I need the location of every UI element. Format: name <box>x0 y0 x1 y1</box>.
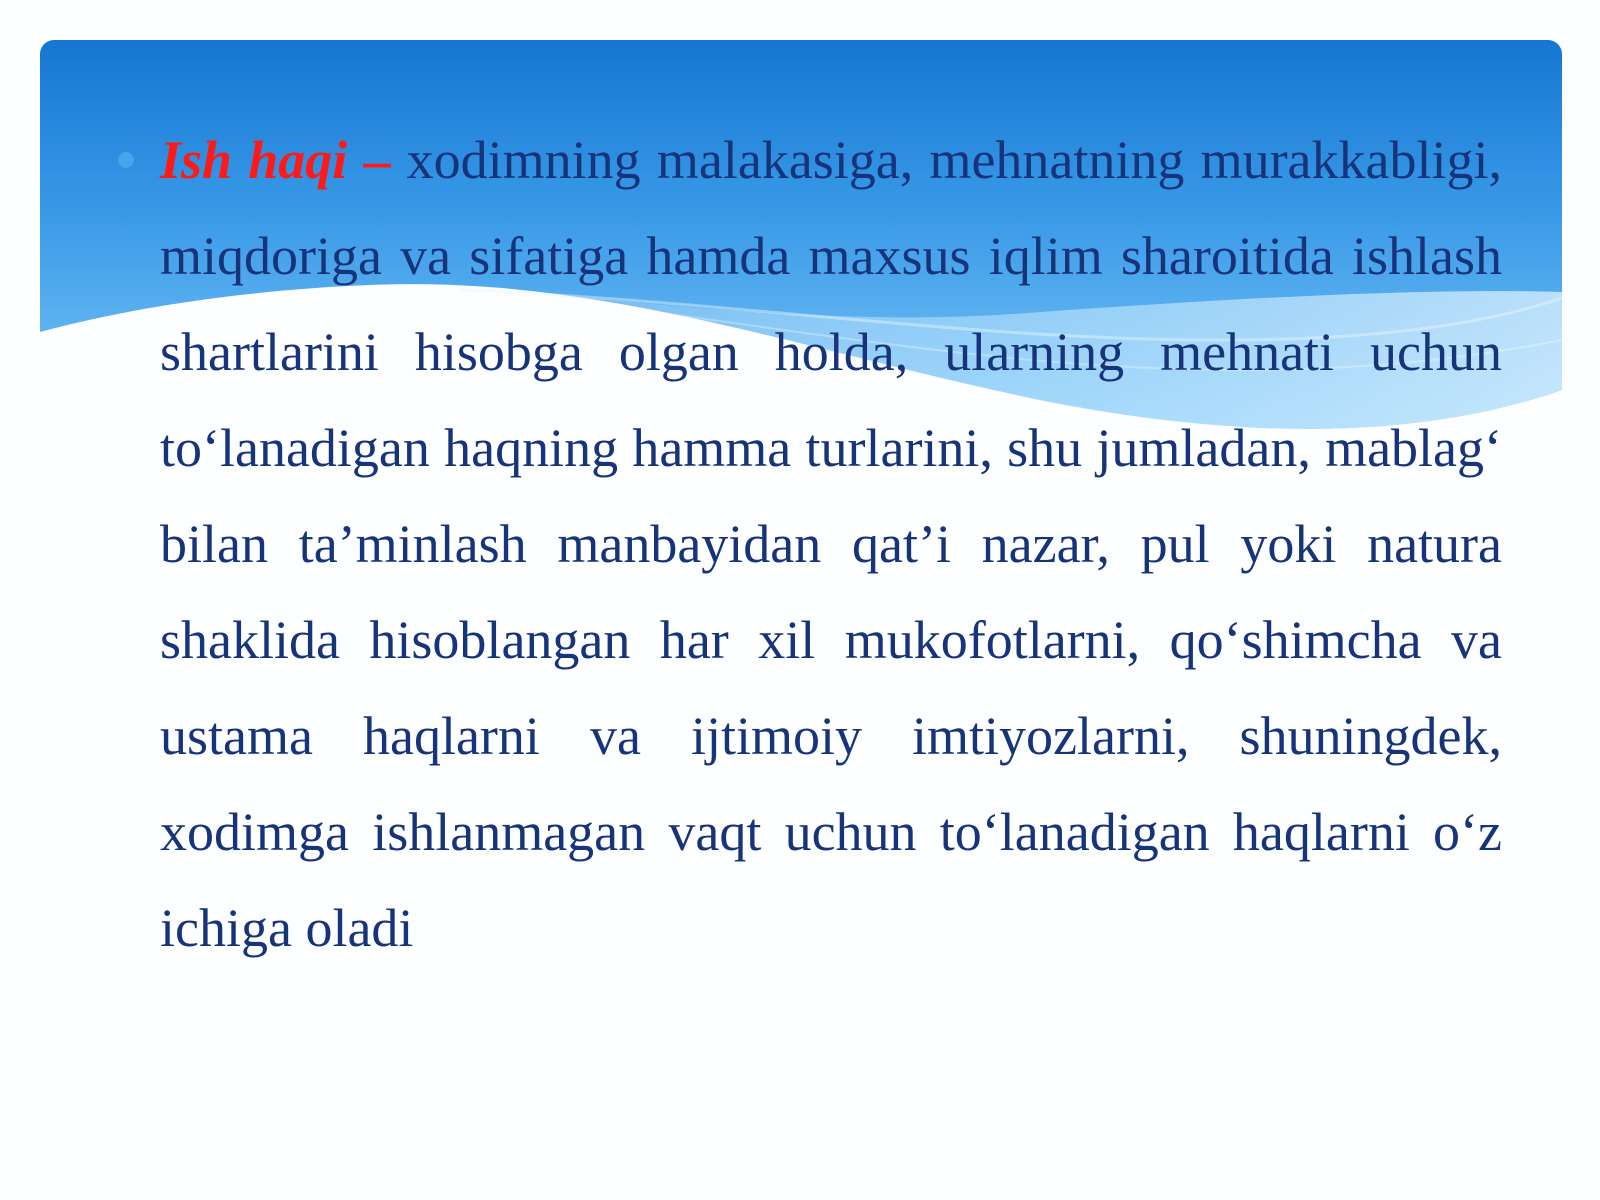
slide-content <box>118 112 1502 976</box>
term-label: Ish haqi <box>160 130 348 190</box>
bullet-dot-icon <box>118 152 134 168</box>
definition-text: xodimning malakasiga, mehnatning murakkabligi, miqdoriga va sifatiga hamda maxsus iqlim sharoitida ishlash shartlarini hisobga olgan holda, ularning mehnati uchun to‘lanadigan haqning hamma turlarini, shu jumladan, mablag‘ bilan ta’minlash manbayidan qat’i nazar, pul yoki natura shaklida hisoblangan har xil mukofotlarni, qo‘shimcha va ustama haqlarni va ijtimoiy imtiyozlarni, shuningdek, xodimga ishlanmagan vaqt uchun to‘lanadigan haqlarni o‘z ichiga oladi <box>160 130 1503 958</box>
term-separator: – <box>363 130 391 190</box>
definition-bullet <box>118 112 1502 976</box>
